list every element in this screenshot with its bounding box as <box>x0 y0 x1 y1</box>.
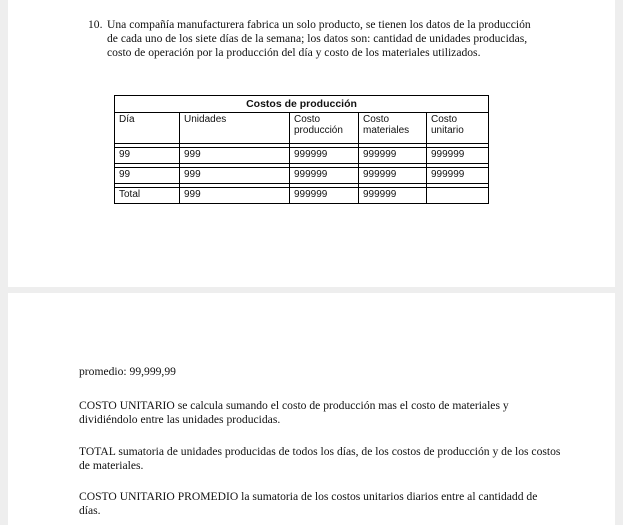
header-unidades: Unidades <box>180 113 290 144</box>
table-header-row <box>115 113 489 144</box>
costs-table <box>114 95 489 204</box>
table-row <box>115 148 489 164</box>
costo-unitario-text: COSTO UNITARIO se calcula sumando el costo de producción mas el costo de materiales y dividiéndolo entre las unidades producidas. <box>79 399 509 426</box>
costo-unitario-promedio-text: COSTO UNITARIO PROMEDIO la sumatoria de los costos unitarios diarios entre al cantidadd de días. <box>79 490 538 517</box>
problem-statement <box>88 18 532 60</box>
header-dia: Día <box>115 113 180 144</box>
table-cell: 999999 <box>427 168 489 184</box>
total-text: TOTAL sumatoria de unidades producidas de todos los días, de los costos de producción y de los costos de materiales. <box>79 445 561 472</box>
table-cell: Total <box>115 188 180 204</box>
table-cell: 999 <box>180 188 290 204</box>
table-cell: 999999 <box>427 148 489 164</box>
table-cell: 999999 <box>290 188 359 204</box>
problem-text: Una compañía manufacturera fabrica un solo producto, se tienen los datos de la producción de cada uno de los siete días de la semana; los datos son: cantidad de unidades producidas, costo de operación por la producción del día y costo de los materiales utilizados. <box>107 18 531 59</box>
table-cell: 999999 <box>359 148 427 164</box>
header-costo-unitario: Costo unitario <box>427 113 489 144</box>
document-page-2 <box>8 293 615 525</box>
table-cell <box>427 188 489 204</box>
table-row <box>115 168 489 184</box>
problem-number: 10. <box>88 18 103 31</box>
document-page-1 <box>8 0 615 287</box>
table-cell: 999999 <box>359 168 427 184</box>
table-cell: 999 <box>180 168 290 184</box>
table-cell: 999 <box>180 148 290 164</box>
table-cell: 999999 <box>290 168 359 184</box>
table-cell: 999999 <box>359 188 427 204</box>
table-row-total <box>115 188 489 204</box>
promedio-text: promedio: 99,999,99 <box>79 365 176 378</box>
table-cell: 99 <box>115 148 180 164</box>
header-costo-produccion: Costo producción <box>290 113 359 144</box>
table-title: Costos de producción <box>115 96 489 113</box>
header-costo-materiales: Costo materiales <box>359 113 427 144</box>
table-cell: 999999 <box>290 148 359 164</box>
table-cell: 99 <box>115 168 180 184</box>
